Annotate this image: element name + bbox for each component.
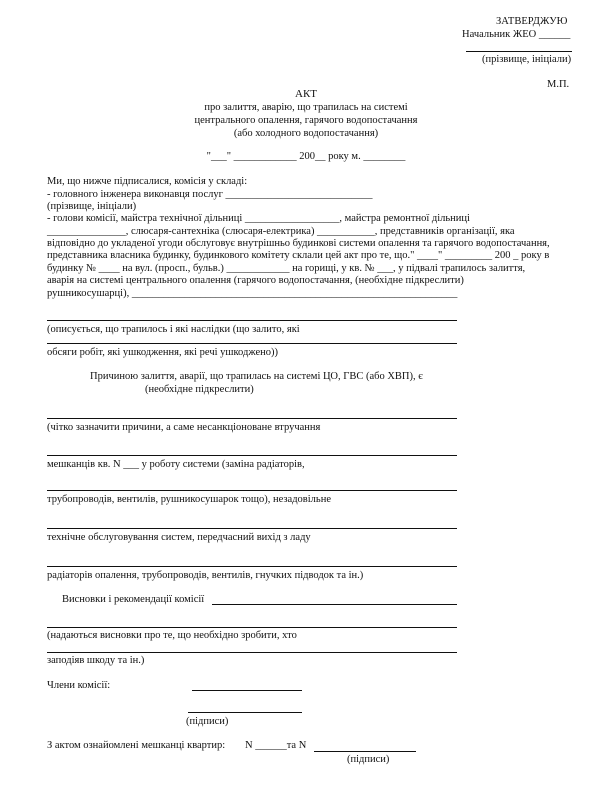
body-line-3: (прізвище, ініціали) <box>47 201 137 212</box>
description-hint-2: обсяги робіт, які ушкодження, які речі ушкоджено)) <box>47 347 278 358</box>
cause-hint: (необхідне підкреслити) <box>145 384 254 395</box>
conclusions-hint-1: (надаються висновки про те, що необхідно зробити, хто <box>47 630 297 641</box>
body-line-1: Ми, що нижче підписалися, комісія у складі: <box>47 176 248 187</box>
body-line-9: аварія на системі центрального опалення (гарячого водопостачання, (необхідне підкреслити) <box>47 275 464 286</box>
body-line-4: - голови комісії, майстра технічної дільниці __________________, майстра ремонтної дільниці <box>47 213 470 224</box>
cause-detail-3: трубопроводів, вентилів, рушникосушарок тощо), незадовільне <box>47 494 331 505</box>
apartments-field: N ______та N <box>245 740 307 751</box>
description-line-2 <box>47 343 457 344</box>
apartment-line <box>314 751 416 752</box>
conclusions-hint-2: заподіяв шкоду та ін.) <box>47 655 145 666</box>
body-line-8: будинку № ____ на вул. (просп., бульв.) ____________ на горищі, у кв. № ___, у підвалі трапилось залиття, <box>47 263 526 274</box>
description-hint-1: (описується, що трапилось і які наслідки (що залито, які <box>47 324 300 335</box>
residents-signatures-hint: (підписи) <box>347 754 390 765</box>
cause-detail-2: мешканців кв. N ___ у роботу системи (заміна радіаторів, <box>47 459 305 470</box>
cause-detail-5: радіаторів опалення, трубопроводів, вентилів, гнучких підводок та ін.) <box>47 570 364 581</box>
approve-heading: ЗАТВЕРДЖУЮ <box>496 16 568 27</box>
residents-label: З актом ознайомлені мешканці квартир: <box>47 740 226 751</box>
cause-line-1 <box>47 418 457 419</box>
cause-line-3 <box>47 490 457 491</box>
signatures-hint: (підписи) <box>186 716 229 727</box>
head-of-office: Начальник ЖЕО ______ <box>462 29 571 40</box>
cause-heading: Причиною залиття, аварії, що трапилась на системі ЦО, ГВС (або ХВП), є <box>90 371 423 382</box>
act-title: АКТ <box>295 88 317 100</box>
head-name-line <box>466 51 572 52</box>
cause-line-4 <box>47 528 457 529</box>
seal-label: М.П. <box>547 79 570 90</box>
body-line-7: представника власника будинку, будинкового комітету склали цей акт про те, що." ____" _________ 200 _ року в <box>47 250 550 261</box>
cause-detail-4: технічне обслуговування систем, передчасний вихід з ладу <box>47 532 311 543</box>
member-signature-line-1 <box>192 690 302 691</box>
conclusions-line-1 <box>47 627 457 628</box>
conclusions-heading: Висновки і рекомендації комісії <box>62 594 205 605</box>
member-signature-line-2 <box>188 712 302 713</box>
act-subtitle-3: (або холодного водопостачання) <box>233 128 379 139</box>
description-line-1 <box>47 320 457 321</box>
body-line-10: рушникосушарці), ______________________________________________________________ <box>47 288 458 299</box>
conclusions-line-inline <box>212 604 457 605</box>
act-subtitle-2: центрального опалення, гарячого водопостачання <box>194 115 418 126</box>
body-line-2: - головного інженера виконавця послуг ____________________________ <box>47 189 373 200</box>
conclusions-line-2 <box>47 652 457 653</box>
head-name-hint: (прізвище, ініціали) <box>482 54 572 65</box>
act-subtitle-1: про залиття, аварію, що трапилась на системі <box>204 102 408 113</box>
body-line-5: _______________, слюсаря-сантехніка (слюсаря-електрика) ___________, представників організації, яка <box>47 226 515 237</box>
act-date-line: "___" ____________ 200__ року м. ________ <box>206 151 406 162</box>
cause-detail-1: (чітко зазначити причини, а саме несанкціоноване втручання <box>47 422 321 433</box>
commission-members-label: Члени комісії: <box>47 680 111 691</box>
cause-line-2 <box>47 455 457 456</box>
cause-line-5 <box>47 566 457 567</box>
body-line-6: відповідно до укладеної угоди обслуговує внутрішньо будинкові системи опалення та гарячого водопостачання, <box>47 238 550 249</box>
